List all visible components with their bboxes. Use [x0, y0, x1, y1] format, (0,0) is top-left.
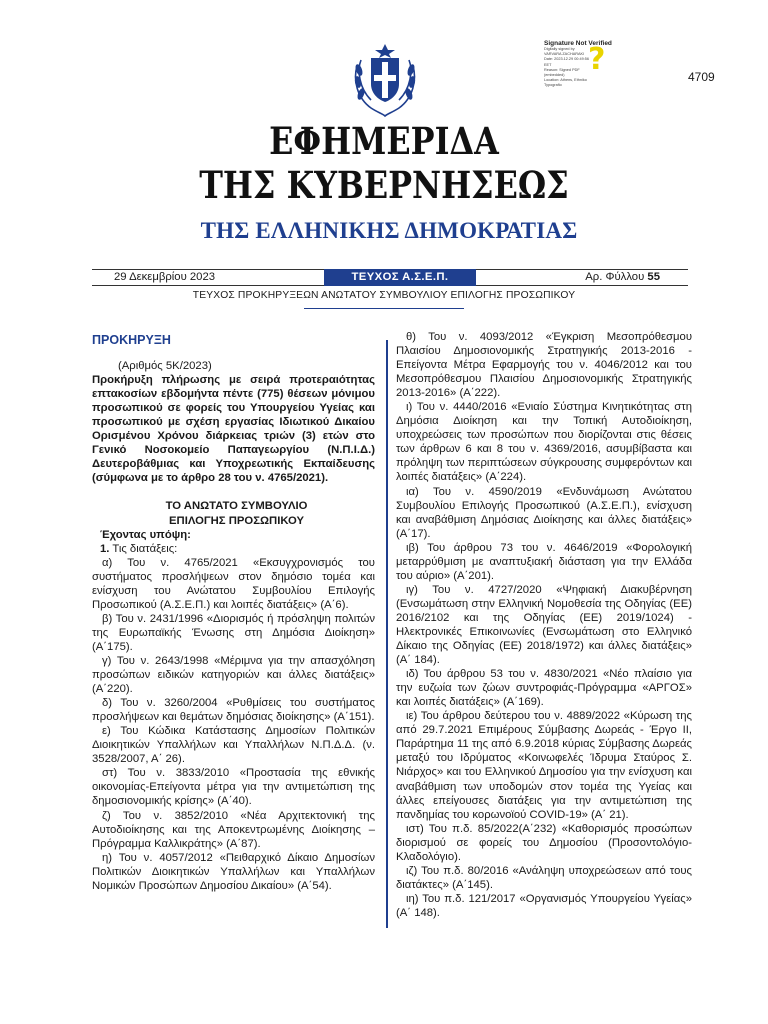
title-republic: ΤΗΣ ΕΛΛΗΝΙΚΗΣ ΔΗΜΟΚΡΑΤΙΑΣ: [200, 218, 578, 243]
law-paragraph: β) Του ν. 2431/1996 «Διορισμός ή πρόσληψη πολιτών της Ευρωπαϊκής Ένωσης στη Δημόσια Διοίκηση» (Α΄175).: [92, 612, 375, 653]
item-1-text: Τις διατάξεις:: [112, 542, 178, 555]
proclamation-heading: ΠΡΟΚΗΡΥΞΗ: [92, 333, 171, 347]
law-paragraph: στ) Του ν. 3833/2010 «Προστασία της εθνικής οικονομίας-Επείγοντα μέτρα για την αντιμετώπιση της δημοσιονομικής κρίσης» (Α΄40).: [92, 767, 375, 808]
authority-line-2: ΕΠΙΛΟΓΗΣ ΠΡΟΣΩΠΙΚΟΥ: [169, 514, 304, 527]
title-ephemeris: ΕΦΗΜΕΡΙΔΑ: [269, 119, 499, 163]
signature-status: Signature Not Verified: [544, 40, 612, 47]
law-paragraph: ιγ) Του ν. 4727/2020 «Ψηφιακή Διακυβέρνηση (Ενσωμάτωση στην Ελληνική Νομοθεσία της Οδηγίας (ΕΕ) 2016/2102 και της Οδηγίας (ΕΕ) 2019/1024) - Ηλεκτρονικές Επικοινωνίες (Ενσωμάτωση στο Ελληνικό Δίκαιο της Οδηγίας (ΕΕ) 2018/1972) και άλλες διατάξεις» (Α΄ 184).: [396, 583, 692, 667]
proclamation-summary: Προκήρυξη πλήρωσης με σειρά προτεραιότητας επτακοσίων εβδομήντα πέντε (775) θέσεων μόνιμου προσωπικού σε φορείς του Υπουργείου Υγείας και προσωπικού με σχέση εργασίας Ιδιωτικού Δικαίου Ορισμένου Χρόνου διάρκειας τριών (3) ετών στο Γενικό Νοσοκομείο Παπαγεωργίου (Ν.Π.Ι.Δ.) Δευτεροβάθμιας και Υποχρεωτικής Εκπαίδευσης (σύμφωνα με το άρθρο 28 του ν. 4765/2021).: [92, 374, 375, 485]
signature-detail: Location: Athens, Ethniko: [544, 78, 587, 83]
signature-detail: Date: 2023.12.29 00:49:56: [544, 57, 589, 62]
law-paragraph: ιδ) Του άρθρου 53 του ν. 4830/2021 «Νέο πλαίσιο για την ευζωία των ζώων συντροφιάς-Πρόγραμμα «ΑΡΓΟΣ» και λοιπές διατάξεις» (Α΄169).: [396, 668, 692, 709]
law-paragraph: ιβ) Του άρθρου 73 του ν. 4646/2019 «Φορολογική μεταρρύθμιση με αναπτυξιακή διάσταση για την Ελλάδα του αύριο» (Α΄201).: [396, 541, 692, 582]
law-paragraph: θ) Του ν. 4093/2012 «Έγκριση Μεσοπρόθεσμου Πλαισίου Δημοσιονομικής Στρατηγικής 2013-2016 - Επείγοντα Μέτρα Εφαρμογής του ν. 4046/2012 και του Μεσοπρόθεσμου Πλαισίου Δημοσιονομικής Στρατηγικής 2013-2016» (Α΄222).: [396, 331, 692, 400]
right-column: [396, 330, 692, 920]
issue-date: 29 Δεκεμβρίου 2023: [114, 271, 216, 283]
signature-question-icon: ?: [588, 42, 606, 77]
signature-detail: Digitally signed by: [544, 47, 575, 51]
law-paragraph: ζ) Του ν. 3852/2010 «Νέα Αρχιτεκτονική της Αυτοδιοίκησης και της Αποκεντρωμένης Διοίκησης – Πρόγραμμα Καλλικράτης» (Α΄87).: [92, 809, 375, 850]
page-number: 4709: [688, 70, 715, 84]
left-column: [92, 330, 375, 893]
law-paragraph: γ) Του ν. 2643/1998 «Μέριμνα για την απασχόληση προσώπων ειδικών κατηγοριών και άλλες διατάξεις» (Α΄220).: [92, 654, 375, 696]
column-divider: [386, 340, 388, 928]
law-paragraph: ιζ) Του π.δ. 80/2016 «Ανάληψη υποχρεώσεων από τους διατάκτες» (Α΄145).: [396, 864, 692, 891]
law-paragraph: ε) Του Κώδικα Κατάστασης Δημοσίων Πολιτικών Διοικητικών Υπαλλήλων και Υπαλλήλων Ν.Π.Δ.Δ. (ν. 3528/2007, Α΄ 26).: [92, 725, 375, 766]
signature-detail: (embedded): [544, 73, 565, 78]
law-paragraph: ι) Του ν. 4440/2016 «Ενιαίο Σύστημα Κινητικότητας στη Δημόσια Διοίκηση και την Τοπική Αυτοδιοίκηση, υποχρεώσεις των προσώπων που διορίζονται στις θέσεις των άρθρων 6 και 8 του ν. 4369/2016, ασυμβίβαστα και πρόληψη των περιπτώσεων σύγκρουσης συμφερόντων και λοιπές διατάξεις» (Α΄224).: [396, 401, 692, 484]
issue-bar: [92, 269, 688, 286]
considering-label: Έχοντας υπόψη:: [100, 528, 191, 541]
law-paragraph: ιε) Του άρθρου δεύτερου του ν. 4889/2022 «Κύρωση της από 29.7.2021 Επιμέρους Σύμβασης Δωρεάς - Έργο ΙΙ, Παράρτημα 11 της από 6.9.2018 κύριας Σύμβασης Δωρεάς μεταξύ του Ιδρύματος «Κοινωφελές Ίδρυμα Σταύρος Σ. Νιάρχος» και του Ελληνικού Δημοσίου για την ενίσχυση και αναβάθμιση των υποδομών στον τομέα της Υγείας και άλλες επείγουσες διατάξεις για την αντιμετώπιση της πανδημίας του κορωνοϊού COVID-19» (Α΄ 21).: [396, 710, 692, 821]
issue-subtitle: ΤΕΥΧΟΣ ΠΡΟΚΗΡΥΞΕΩΝ ΑΝΩΤΑΤΟΥ ΣΥΜΒΟΥΛΙΟΥ ΕΠΙΛΟΓΗΣ ΠΡΟΣΩΠΙΚΟΥ: [192, 290, 576, 301]
signature-detail: VARVARA ZACHARAKI: [544, 52, 585, 57]
law-paragraph: ιστ) Του π.δ. 85/2022(Α΄232) «Καθορισμός προσώπων διορισμού σε φορείς του Δημοσίου (Προσοντολόγιο-Κλαδολόγιο).: [396, 822, 692, 863]
law-paragraph: η) Του ν. 4057/2012 «Πειθαρχικό Δίκαιο Δημοσίων Πολιτικών Διοικητικών Υπαλλήλων και Υπαλλήλων Νομικών Προσώπων Δημοσίου Δικαίου» (Α΄54).: [92, 851, 375, 892]
issue-type-badge: ΤΕΥΧΟΣ Α.Σ.Ε.Π.: [324, 269, 476, 286]
law-paragraph: ια) Του ν. 4590/2019 «Ενδυνάμωση Ανώτατου Συμβουλίου Επιλογής Προσωπικού (Α.Σ.Ε.Π.), ενίσχυση και αναβάθμιση Δημόσιας Διοίκησης και άλλες διατάξεις» (Α΄17).: [396, 485, 692, 540]
greek-coat-of-arms-icon: [349, 40, 421, 120]
law-paragraph: ιη) Του π.δ. 121/2017 «Οργανισμός Υπουργείου Υγείας» (Α΄ 148).: [396, 892, 692, 919]
authority-line-1: ΤΟ ΑΝΩΤΑΤΟ ΣΥΜΒΟΥΛΙΟ: [165, 500, 308, 513]
proclamation-number: (Αριθμός 5Κ/2023): [118, 360, 212, 373]
item-1: [92, 542, 375, 556]
subtitle-underline: [304, 308, 464, 309]
signature-detail: EET: [544, 62, 552, 67]
sheet-label: Αρ. Φύλλου: [585, 271, 645, 283]
sheet-value: 55: [647, 271, 660, 283]
signature-detail: Reason: Signed PDF: [544, 67, 580, 72]
sheet-number: [585, 271, 660, 283]
law-paragraph: α) Του ν. 4765/2021 «Εκσυγχρονισμός του συστήματος προσλήψεων στον δημόσιο τομέα και ενίσχυση του Ανώτατου Συμβουλίου Επιλογής Προσωπικού (Α.Σ.Ε.Π.) και λοιπές διατάξεις» (Α΄6).: [92, 556, 375, 611]
title-government: ΤΗΣ ΚΥΒΕΡΝΗΣΕΩΣ: [199, 163, 569, 207]
law-paragraph: δ) Του ν. 3260/2004 «Ρυθμίσεις του συστήματος προσλήψεων και θεμάτων δημόσιας διοίκησης» (Α΄151).: [92, 697, 375, 724]
signature-detail: Typografio: [544, 83, 562, 88]
item-1-number: 1.: [100, 542, 110, 555]
